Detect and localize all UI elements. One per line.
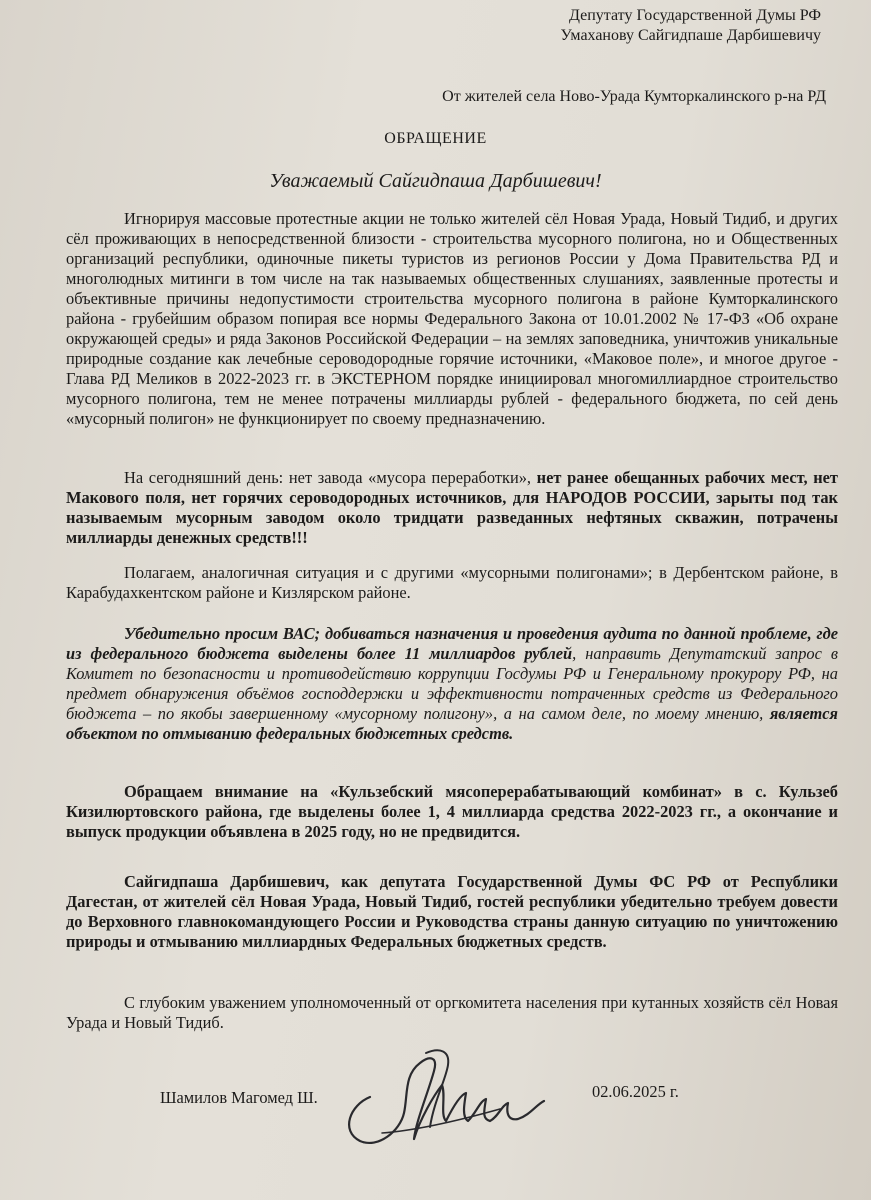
paragraph-3: Полагаем, аналогичная ситуация и с другими «мусорными полигонами»; в Дербентском районе, в Карабудахкентском районе и Кизлярском районе. xyxy=(66,563,838,602)
paragraph-6: Сайгидпаша Дарбишевич, как депутата Государственной Думы ФС РФ от Республики Дагестан, от жителей сёл Новая Урада, Новый Тидиб, гостей республики убедительно требуем довести до Верховного главнокомандующего России и Руководства страны данную ситуацию по уничтожению природы и отмыванию миллиардных Федеральных бюджетных средств. xyxy=(66,872,838,951)
paragraph-2-normal: На сегодняшний день: нет завода «мусора переработки», xyxy=(124,468,537,487)
sender-line: От жителей села Ново-Урада Кумторкалинского р-на РД xyxy=(442,88,826,105)
signature-date: 02.06.2025 г. xyxy=(592,1082,679,1101)
addressee-block xyxy=(561,6,822,46)
salutation: Уважаемый Сайгидпаша Дарбишевич! xyxy=(269,170,602,192)
paragraph-2 xyxy=(66,468,838,548)
paragraph-7: С глубоким уважением уполномоченный от оргкомитета населения при кутанных хозяйств сёл Новая Урада и Новый Тидиб. xyxy=(66,993,838,1032)
paragraph-4-bold-1: Убедительно просим ВАС; добиваться назначения и проведения аудита по данной проблеме, где из федерального бюджета выделены более 11 миллиардов рублей xyxy=(66,624,838,663)
document-title: ОБРАЩЕНИЕ xyxy=(384,130,487,147)
paragraph-4 xyxy=(66,624,838,744)
paragraph-4-normal: , направить Депутатский запрос в Комитет по безопасности и противодействию коррупции Госдумы РФ и Генеральному прокурору РФ, на предмет обнаружения объёмов господдержки и эффективности потраченных средств из Федерального бюджета – по якобы завершенному «мусорному полигону», а на самом деле, по моему мнению, xyxy=(66,644,838,723)
paragraph-2-bold: нет ранее обещанных рабочих мест, нет Макового поля, нет горячих сероводородных источников, для НАРОДОВ РОССИИ, зарыты под так называемым мусорным заводом около тридцати разведанных нефтяных скважин, потрачены миллиарды денежных средств!!! xyxy=(66,468,838,547)
handwritten-signature xyxy=(330,1035,570,1155)
paragraph-4-bold-2: является объектом по отмыванию федеральных бюджетных средств. xyxy=(66,704,838,743)
signer-name: Шамилов Магомед Ш. xyxy=(160,1088,318,1107)
paragraph-1: Игнорируя массовые протестные акции не только жителей сёл Новая Урада, Новый Тидиб, и других сёл проживающих в непосредственной близости - строительства мусорного полигона, но и Общественных организаций республики, одиночные пикеты туристов из регионов России у Дома Правительства РД и многолюдных митинги в том числе на так называемых общественных слушаниях, заявленные протесты и объективные причины недопустимости строительства мусорного полигона в районе Кумторкалинского района - грубейшим образом попирая все нормы Федерального Закона от 10.01.2002 № 17-ФЗ «Об охране окружающей среды» и ряда Законов Российской Федерации – на землях заповедника, уничтожив уникальные природные создание как лечебные сероводородные горячие источники, «Маковое поле», и многое другое - Глава РД Меликов в 2022-2023 гг. в ЭКСТЕРНОМ порядке инициировал многомиллиардное строительство мусорного полигона, тем не менее потрачены миллиарды рублей - федерального бюджета, по сей день «мусорный полигон» не функционирует по своему предназначению. xyxy=(66,209,838,428)
paragraph-5: Обращаем внимание на «Кульзебский мясоперерабатывающий комбинат» в с. Кульзеб Кизилюртовского района, где выделены более 1, 4 миллиарда средства 2022-2023 гг., а окончание и выпуск продукции объявлена в 2025 году, но не предвидится. xyxy=(66,782,838,841)
addressee-line2: Умаханову Сайгидпаше Дарбишевичу xyxy=(560,27,821,44)
addressee-line1: Депутату Государственной Думы РФ xyxy=(569,7,821,24)
